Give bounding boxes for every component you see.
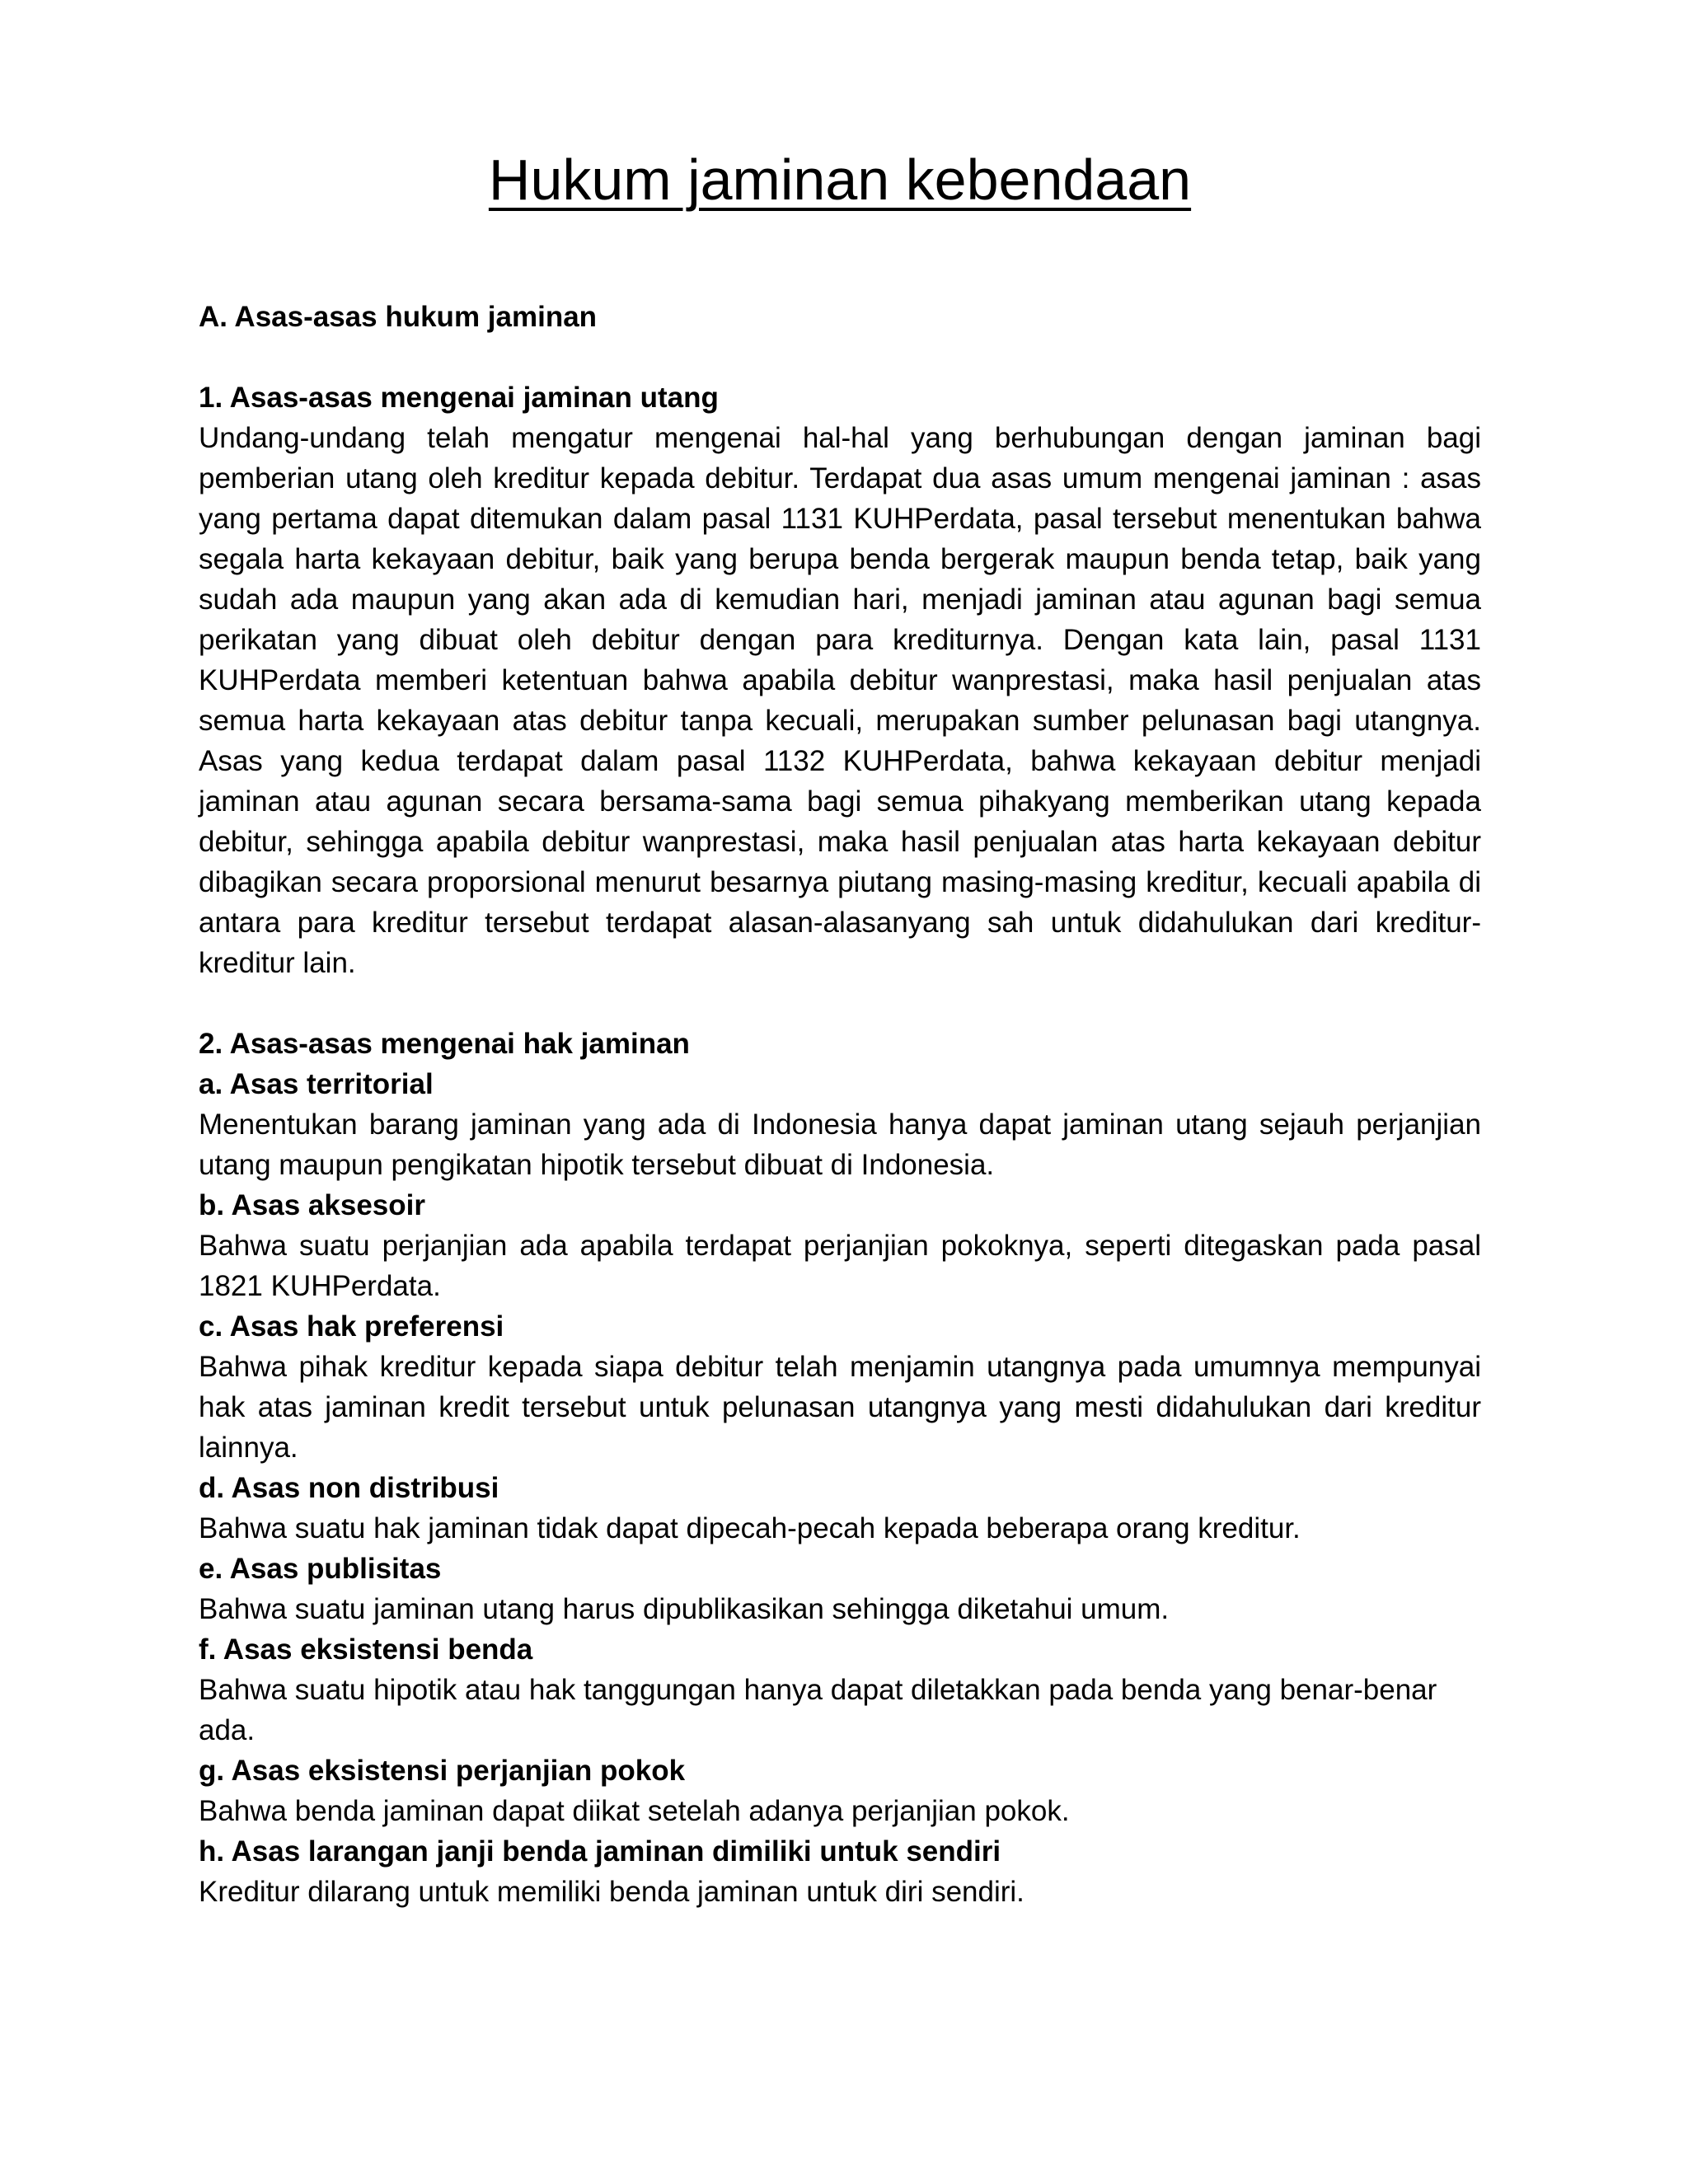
item-d-body: Bahwa suatu hak jaminan tidak dapat dipecah-pecah kepada beberapa orang kreditur. bbox=[199, 1512, 1301, 1544]
spacer bbox=[199, 983, 1481, 1024]
document-title-text: Hukum jaminan kebendaan bbox=[488, 148, 1192, 212]
document-content bbox=[199, 297, 1481, 1912]
section-2-heading: 2. Asas-asas mengenai hak jaminan bbox=[199, 1028, 690, 1060]
item-g-heading: g. Asas eksistensi perjanjian pokok bbox=[199, 1755, 686, 1787]
item-f-body: Bahwa suatu hipotik atau hak tanggungan hanya dapat diletakkan pada benda yang benar-benar ada. bbox=[199, 1674, 1437, 1746]
section-1-body: Undang-undang telah mengatur mengenai hal-hal yang berhubungan dengan jaminan bagi pemberian utang oleh kreditur kepada debitur. Terdapat dua asas umum mengenai jaminan : asas yang pertama dapat ditemukan dalam pasal 1131 KUHPerdata, pasal tersebut menentukan bahwa segala harta kekayaan debitur, baik yang berupa benda bergerak maupun benda tetap, baik yang sudah ada maupun yang akan ada di kemudian hari, menjadi jaminan atau agunan bagi semua perikatan yang dibuat oleh debitur dengan para krediturnya. Dengan kata lain, pasal 1131 KUHPerdata memberi ketentuan bahwa apabila debitur wanprestasi, maka hasil penjualan atas semua harta kekayaan atas debitur tanpa kecuali, merupakan sumber pelunasan bagi utangnya. Asas yang kedua terdapat dalam pasal 1132 KUHPerdata, bahwa kekayaan debitur menjadi jaminan atau agunan secara bersama-sama bagi semua pihakyang memberikan utang kepada debitur, sehingga apabila debitur wanprestasi, maka hasil penjualan atas harta kekayaan debitur dibagikan secara proporsional menurut besarnya piutang masing-masing kreditur, kecuali apabila di antara para kreditur tersebut terdapat alasan-alasanyang sah untuk didahulukan dari kreditur-kreditur lain. bbox=[199, 422, 1481, 979]
item-b-heading: b. Asas aksesoir bbox=[199, 1189, 425, 1221]
item-c-heading: c. Asas hak preferensi bbox=[199, 1310, 504, 1343]
document-title bbox=[199, 138, 1481, 221]
item-h-heading: h. Asas larangan janji benda jaminan dimiliki untuk sendiri bbox=[199, 1835, 1001, 1868]
section-1-heading: 1. Asas-asas mengenai jaminan utang bbox=[199, 382, 719, 414]
item-b-body: Bahwa suatu perjanjian ada apabila terdapat perjanjian pokoknya, seperti ditegaskan pada pasal 1821 KUHPerdata. bbox=[199, 1230, 1481, 1302]
item-a-body: Menentukan barang jaminan yang ada di Indonesia hanya dapat jaminan utang sejauh perjanjian utang maupun pengikatan hipotik tersebut dibuat di Indonesia. bbox=[199, 1108, 1481, 1181]
item-e-heading: e. Asas publisitas bbox=[199, 1553, 442, 1585]
item-c-body: Bahwa pihak kreditur kepada siapa debitur telah menjamin utangnya pada umumnya mempunyai hak atas jaminan kredit tersebut untuk pelunasan utangnya yang mesti didahulukan dari kreditur lainnya. bbox=[199, 1351, 1481, 1464]
item-e-body: Bahwa suatu jaminan utang harus dipublikasikan sehingga diketahui umum. bbox=[199, 1593, 1170, 1625]
item-g-body: Bahwa benda jaminan dapat diikat setelah adanya perjanjian pokok. bbox=[199, 1795, 1070, 1827]
section-a-heading: A. Asas-asas hukum jaminan bbox=[199, 301, 598, 333]
item-d-heading: d. Asas non distribusi bbox=[199, 1472, 499, 1504]
spacer bbox=[199, 337, 1481, 377]
item-f-heading: f. Asas eksistensi benda bbox=[199, 1633, 533, 1666]
item-h-body: Kreditur dilarang untuk memiliki benda jaminan untuk diri sendiri. bbox=[199, 1876, 1025, 1908]
item-a-heading: a. Asas territorial bbox=[199, 1068, 434, 1100]
